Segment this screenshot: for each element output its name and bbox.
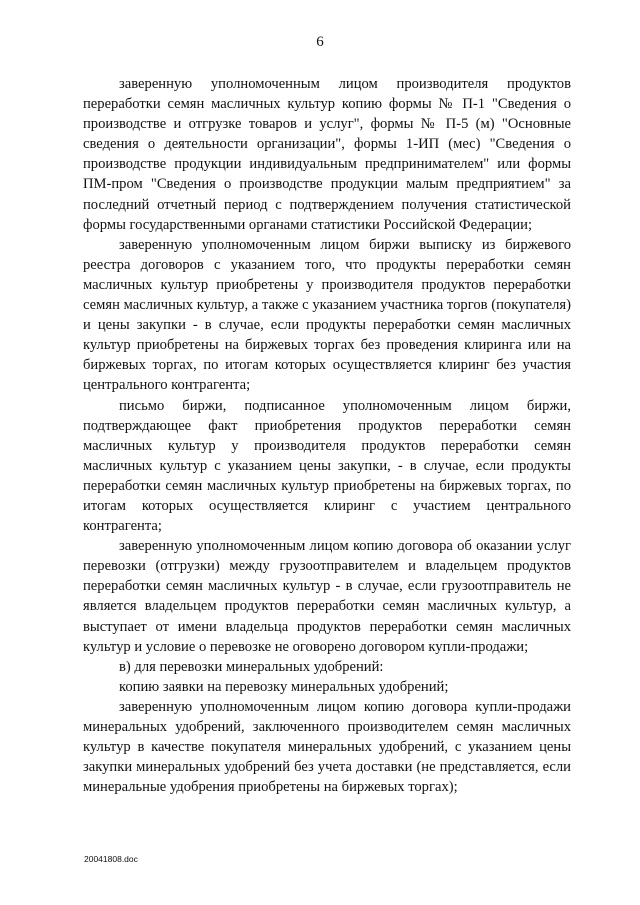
footer-document-code: 20041808.doc	[84, 854, 138, 864]
paragraph-exchange-registry-extract: заверенную уполномоченным лицом биржи выписку из биржевого реестра договоров с указанием того, что продукты переработки семян масличных культур приобретены у производителя продуктов переработки семян масличных культур, а также с указанием участника торгов (покупателя) и цены закупки - в случае, если продукты переработки семян масличных культур приобретены на биржевых торгах без проведения клиринга или на биржевых торгах, по итогам которых осуществляется клиринг без участия центрального контрагента;	[83, 236, 571, 394]
paragraph-fertilizer-request: копию заявки на перевозку минеральных удобрений;	[119, 678, 449, 695]
paragraph-statistical-forms: заверенную уполномоченным лицом производителя продуктов переработки семян масличных культур копию формы № П-1 "Сведения о производстве и отгрузке товаров и услуг", формы № П-5 (м) "Основные сведения о деятельности организации", формы 1-ИП (мес) "Сведения о производстве продукции индивидуальным предпринимателем" или формы ПМ-пром "Сведения о производстве продукции малым предприятием" за последний отчетный период с подтверждением получения статистической формы государственными органами статистики Российской Федерации;	[83, 76, 571, 233]
paragraph-transport-contract: заверенную уполномоченным лицом копию договора об оказании услуг перевозки (отгрузки) между грузоотправителем и владельцем продуктов переработки семян масличных культур - в случае, если грузоотправитель не является владельцем продуктов переработки семян масличных культур, а выступает от имени владельца продуктов переработки семян масличных культур и условие о перевозке не оговорено договором купли-продажи;	[83, 538, 571, 655]
paragraph-exchange-letter: письмо биржи, подписанное уполномоченным лицом биржи, подтверждающее факт приобретения продуктов переработки семян масличных культур у производителя продуктов переработки семян масличных культур с указанием цены закупки, - в случае, если продукты переработки семян масличных культур приобретены на биржевых торгах, по итогам которых осуществляется клиринг с участием центрального контрагента;	[83, 397, 571, 535]
paragraph-fertilizer-purchase-contract: заверенную уполномоченным лицом копию договора купли-продажи минеральных удобрений, заключенного производителем семян масличных культур в качестве покупателя минеральных удобрений, с указанием цены закупки минеральных удобрений без учета доставки (не представляется, если минеральные удобрения приобретены на биржевых торгах);	[83, 698, 571, 796]
paragraph-mineral-fertilizers-heading: в) для перевозки минеральных удобрений:	[119, 658, 384, 675]
document-body	[83, 74, 571, 797]
page-number: 6	[316, 34, 324, 50]
